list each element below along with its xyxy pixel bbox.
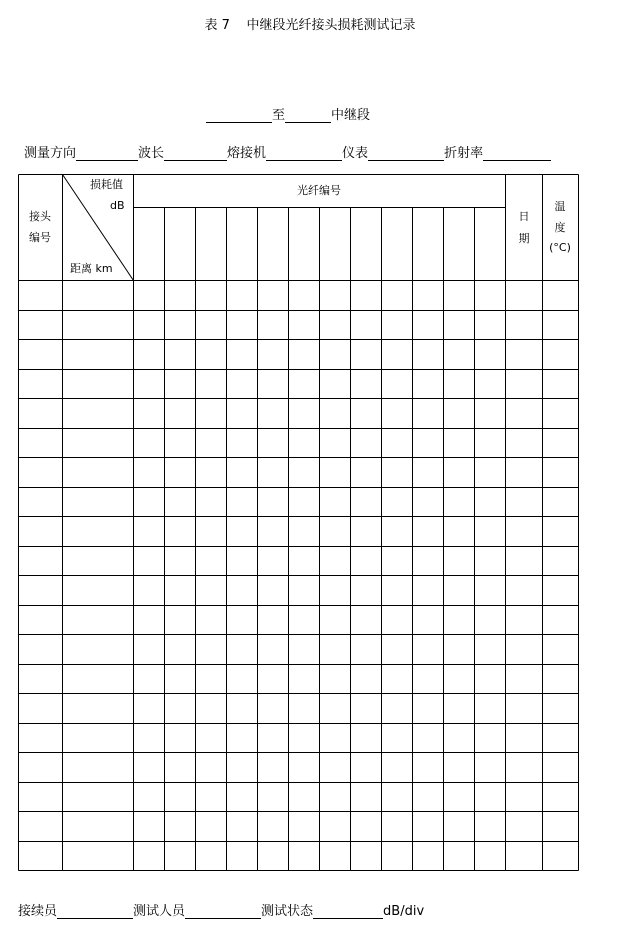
- page-title: 表 7 中继段光纤接头损耗测试记录: [204, 18, 416, 33]
- unit-label: dB/div: [383, 904, 425, 919]
- temperature-unit-label: (°C): [549, 241, 571, 254]
- refraction-label: 折射率: [444, 146, 484, 161]
- segment-suffix-label: 中继段: [331, 108, 371, 123]
- direction-label: 测量方向: [24, 146, 77, 161]
- state-label: 测试状态: [261, 904, 314, 919]
- wavelength-label: 波长: [138, 146, 165, 161]
- date-label-1: 日: [518, 210, 530, 223]
- state-blank[interactable]: [313, 904, 383, 919]
- joint-number-label-1: 接头: [29, 210, 51, 223]
- distance-label: 距离 km: [70, 262, 113, 275]
- loss-unit-label: dB: [110, 199, 125, 212]
- segment-to-label: 至: [272, 108, 286, 123]
- temperature-label-2: 度: [554, 221, 566, 234]
- connector-blank[interactable]: [57, 904, 133, 919]
- joint-number-label-2: 编号: [29, 231, 51, 244]
- splicer-label: 熔接机: [227, 146, 267, 161]
- loss-value-label: 损耗值: [90, 178, 123, 191]
- date-label-2: 期: [518, 232, 530, 245]
- fiber-number-label: 光纤编号: [297, 184, 341, 197]
- instrument-label: 仪表: [342, 146, 369, 161]
- tester-blank[interactable]: [185, 904, 261, 919]
- tester-label: 测试人员: [133, 904, 186, 919]
- temperature-label-1: 温: [554, 200, 566, 213]
- footer-line: [18, 900, 424, 919]
- connector-label: 接续员: [18, 904, 58, 919]
